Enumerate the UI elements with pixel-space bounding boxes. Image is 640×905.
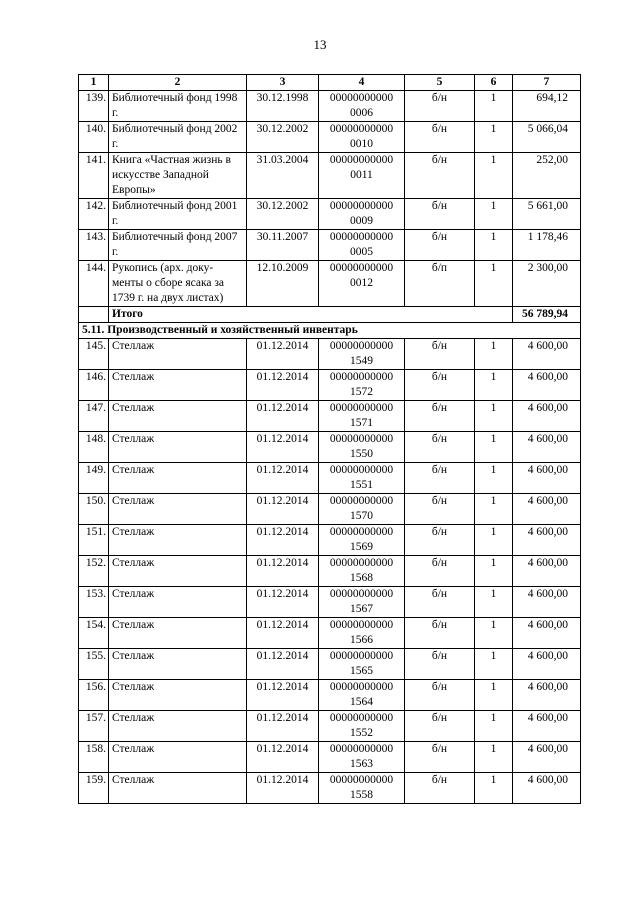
column-header: 3 — [247, 75, 319, 91]
item-date: 12.10.2009 — [247, 261, 319, 307]
amount: 4 600,00 — [513, 618, 581, 649]
row-number: 152. — [79, 556, 109, 587]
amount: 4 600,00 — [513, 370, 581, 401]
document-number: б/н — [405, 556, 475, 587]
document-number: б/н — [405, 618, 475, 649]
row-number: 139. — [79, 91, 109, 122]
item-name: Стеллаж — [109, 370, 247, 401]
quantity: 1 — [475, 91, 513, 122]
item-date: 01.12.2014 — [247, 370, 319, 401]
table-row — [79, 261, 581, 307]
inventory-code — [319, 153, 405, 199]
page-number: 13 — [313, 37, 327, 52]
column-header: 6 — [475, 75, 513, 91]
inventory-code-line1: 00000000000 — [329, 588, 394, 600]
inventory-rows — [79, 339, 581, 804]
row-number: 158. — [79, 742, 109, 773]
inventory-code-line2: 1570 — [350, 510, 373, 522]
amount: 4 600,00 — [513, 401, 581, 432]
table-row — [79, 432, 581, 463]
inventory-code-line1: 00000000000 — [329, 650, 394, 662]
item-date: 31.03.2004 — [247, 153, 319, 199]
inventory-code-line2: 0011 — [350, 169, 373, 181]
total-spacer — [79, 307, 109, 323]
inventory-code — [319, 556, 405, 587]
quantity: 1 — [475, 742, 513, 773]
inventory-code-line2: 1569 — [350, 541, 373, 553]
item-date: 01.12.2014 — [247, 773, 319, 804]
item-name: Стеллаж — [109, 494, 247, 525]
inventory-code-line1: 00000000000 — [329, 464, 394, 476]
quantity: 1 — [475, 618, 513, 649]
column-header: 4 — [319, 75, 405, 91]
table-row — [79, 122, 581, 153]
quantity: 1 — [475, 556, 513, 587]
amount: 5 066,04 — [513, 122, 581, 153]
amount: 4 600,00 — [513, 742, 581, 773]
quantity: 1 — [475, 122, 513, 153]
inventory-code-line2: 1551 — [350, 479, 373, 491]
column-header: 7 — [513, 75, 581, 91]
inventory-code-line1: 00000000000 — [329, 774, 394, 786]
document-number: б/н — [405, 525, 475, 556]
amount: 4 600,00 — [513, 680, 581, 711]
inventory-code — [319, 122, 405, 153]
total-sum: 56 789,94 — [513, 307, 581, 323]
document-number: б/н — [405, 773, 475, 804]
item-name: Стеллаж — [109, 618, 247, 649]
item-name: Стеллаж — [109, 463, 247, 494]
quantity: 1 — [475, 401, 513, 432]
amount: 4 600,00 — [513, 525, 581, 556]
amount: 4 600,00 — [513, 339, 581, 370]
inventory-code-line2: 0010 — [350, 138, 373, 150]
inventory-code-line2: 1567 — [350, 603, 373, 615]
column-header: 5 — [405, 75, 475, 91]
table-row — [79, 199, 581, 230]
item-name: Стеллаж — [109, 649, 247, 680]
inventory-code-line1: 00000000000 — [329, 557, 394, 569]
table-row — [79, 525, 581, 556]
inventory-code — [319, 525, 405, 556]
table-row — [79, 711, 581, 742]
table-row — [79, 742, 581, 773]
item-name: Стеллаж — [109, 525, 247, 556]
document-number: б/н — [405, 91, 475, 122]
item-name: Библиотечный фонд 2001 г. — [109, 199, 247, 230]
amount: 5 661,00 — [513, 199, 581, 230]
inventory-code — [319, 401, 405, 432]
quantity: 1 — [475, 230, 513, 261]
inventory-code — [319, 494, 405, 525]
inventory-code-line1: 00000000000 — [329, 123, 394, 135]
inventory-code — [319, 680, 405, 711]
amount: 4 600,00 — [513, 463, 581, 494]
inventory-code-line1: 00000000000 — [329, 92, 394, 104]
table-row — [79, 91, 581, 122]
amount: 2 300,00 — [513, 261, 581, 307]
inventory-code-line2: 1571 — [350, 417, 373, 429]
table-row — [79, 230, 581, 261]
row-number: 142. — [79, 199, 109, 230]
document-number: б/н — [405, 153, 475, 199]
item-name: Рукопись (арх. доку-менты о сборе ясака за 1739 г. на двух листах) — [109, 261, 247, 307]
item-name: Стеллаж — [109, 711, 247, 742]
inventory-code-line1: 00000000000 — [329, 262, 394, 274]
total-block — [79, 307, 581, 339]
document-number: б/н — [405, 587, 475, 618]
inventory-code-line1: 00000000000 — [329, 495, 394, 507]
row-number: 148. — [79, 432, 109, 463]
inventory-code-line2: 1558 — [350, 789, 373, 801]
table-row — [79, 773, 581, 804]
quantity: 1 — [475, 261, 513, 307]
document-number: б/н — [405, 649, 475, 680]
table-row — [79, 153, 581, 199]
quantity: 1 — [475, 199, 513, 230]
inventory-code — [319, 199, 405, 230]
inventory-code — [319, 432, 405, 463]
item-date: 01.12.2014 — [247, 680, 319, 711]
inventory-code-line2: 0012 — [350, 277, 373, 289]
table-header-row — [79, 75, 581, 91]
document-number: б/н — [405, 339, 475, 370]
row-number: 156. — [79, 680, 109, 711]
quantity: 1 — [475, 773, 513, 804]
column-header: 2 — [109, 75, 247, 91]
quantity: 1 — [475, 432, 513, 463]
inventory-code — [319, 618, 405, 649]
table-row — [79, 339, 581, 370]
section-title: 5.11. Производственный и хозяйственный инвентарь — [79, 323, 581, 339]
document-number: б/н — [405, 711, 475, 742]
section-row — [79, 323, 581, 339]
row-number: 157. — [79, 711, 109, 742]
table-row — [79, 649, 581, 680]
row-number: 147. — [79, 401, 109, 432]
inventory-code-line1: 00000000000 — [329, 433, 394, 445]
total-label: Итого — [109, 307, 513, 323]
library-fund-rows — [79, 91, 581, 307]
table-row — [79, 556, 581, 587]
row-number: 146. — [79, 370, 109, 401]
inventory-code-line2: 1572 — [350, 386, 373, 398]
item-date: 01.12.2014 — [247, 711, 319, 742]
table-row — [79, 587, 581, 618]
quantity: 1 — [475, 339, 513, 370]
amount: 4 600,00 — [513, 556, 581, 587]
inventory-code — [319, 649, 405, 680]
item-date: 30.12.2002 — [247, 122, 319, 153]
inventory-code-line1: 00000000000 — [329, 743, 394, 755]
inventory-code-line1: 00000000000 — [329, 526, 394, 538]
inventory-code-line2: 0005 — [350, 246, 373, 258]
inventory-code-line1: 00000000000 — [329, 619, 394, 631]
table-row — [79, 680, 581, 711]
item-date: 30.12.1998 — [247, 91, 319, 122]
inventory-code — [319, 587, 405, 618]
item-name: Стеллаж — [109, 556, 247, 587]
item-date: 01.12.2014 — [247, 618, 319, 649]
inventory-table — [78, 74, 581, 804]
inventory-code-line2: 1565 — [350, 665, 373, 677]
document-number: б/н — [405, 680, 475, 711]
amount: 4 600,00 — [513, 773, 581, 804]
row-number: 153. — [79, 587, 109, 618]
quantity: 1 — [475, 153, 513, 199]
inventory-code-line2: 1566 — [350, 634, 373, 646]
table-row — [79, 618, 581, 649]
document-number: б/н — [405, 122, 475, 153]
document-number: б/н — [405, 401, 475, 432]
document-number: б/н — [405, 230, 475, 261]
inventory-code-line1: 00000000000 — [329, 231, 394, 243]
item-date: 01.12.2014 — [247, 742, 319, 773]
item-date: 01.12.2014 — [247, 556, 319, 587]
item-date: 01.12.2014 — [247, 494, 319, 525]
inventory-code-line1: 00000000000 — [329, 402, 394, 414]
document-number: б/н — [405, 432, 475, 463]
amount: 4 600,00 — [513, 649, 581, 680]
document-number: б/н — [405, 742, 475, 773]
inventory-code-line2: 1564 — [350, 696, 373, 708]
item-date: 30.12.2002 — [247, 199, 319, 230]
row-number: 155. — [79, 649, 109, 680]
inventory-code-line1: 00000000000 — [329, 200, 394, 212]
table-row — [79, 463, 581, 494]
document-number: б/н — [405, 199, 475, 230]
item-name: Стеллаж — [109, 587, 247, 618]
inventory-code-line1: 00000000000 — [329, 154, 394, 166]
amount: 252,00 — [513, 153, 581, 199]
inventory-code-line1: 00000000000 — [329, 371, 394, 383]
quantity: 1 — [475, 711, 513, 742]
item-date: 01.12.2014 — [247, 401, 319, 432]
item-date: 01.12.2014 — [247, 525, 319, 556]
inventory-code-line1: 00000000000 — [329, 681, 394, 693]
item-date: 01.12.2014 — [247, 463, 319, 494]
quantity: 1 — [475, 463, 513, 494]
table-row — [79, 370, 581, 401]
row-number: 154. — [79, 618, 109, 649]
item-date: 30.11.2007 — [247, 230, 319, 261]
item-name: Стеллаж — [109, 742, 247, 773]
amount: 694,12 — [513, 91, 581, 122]
item-name: Стеллаж — [109, 680, 247, 711]
inventory-code — [319, 711, 405, 742]
quantity: 1 — [475, 525, 513, 556]
column-header: 1 — [79, 75, 109, 91]
row-number: 149. — [79, 463, 109, 494]
item-name: Библиотечный фонд 1998 г. — [109, 91, 247, 122]
amount: 1 178,46 — [513, 230, 581, 261]
item-name: Библиотечный фонд 2002 г. — [109, 122, 247, 153]
amount: 4 600,00 — [513, 587, 581, 618]
row-number: 144. — [79, 261, 109, 307]
inventory-code-line2: 1549 — [350, 355, 373, 367]
document-number: б/н — [405, 370, 475, 401]
inventory-code — [319, 230, 405, 261]
table-row — [79, 494, 581, 525]
inventory-code-line2: 1563 — [350, 758, 373, 770]
amount: 4 600,00 — [513, 494, 581, 525]
document-number: б/п — [405, 261, 475, 307]
quantity: 1 — [475, 649, 513, 680]
item-date: 01.12.2014 — [247, 649, 319, 680]
row-number: 145. — [79, 339, 109, 370]
item-name: Стеллаж — [109, 401, 247, 432]
row-number: 141. — [79, 153, 109, 199]
inventory-code — [319, 91, 405, 122]
item-name: Стеллаж — [109, 432, 247, 463]
document-number: б/н — [405, 494, 475, 525]
inventory-code — [319, 370, 405, 401]
item-date: 01.12.2014 — [247, 339, 319, 370]
document-number: б/н — [405, 463, 475, 494]
quantity: 1 — [475, 494, 513, 525]
item-name: Стеллаж — [109, 339, 247, 370]
inventory-code-line1: 00000000000 — [329, 340, 394, 352]
quantity: 1 — [475, 587, 513, 618]
item-name: Книга «Частная жизнь в искусстве Западной Европы» — [109, 153, 247, 199]
inventory-code-line2: 1552 — [350, 727, 373, 739]
quantity: 1 — [475, 370, 513, 401]
row-number: 159. — [79, 773, 109, 804]
row-number: 151. — [79, 525, 109, 556]
item-date: 01.12.2014 — [247, 432, 319, 463]
inventory-code-line2: 1568 — [350, 572, 373, 584]
row-number: 150. — [79, 494, 109, 525]
inventory-code — [319, 261, 405, 307]
table-row — [79, 401, 581, 432]
row-number: 143. — [79, 230, 109, 261]
inventory-code-line2: 0009 — [350, 215, 373, 227]
item-date: 01.12.2014 — [247, 587, 319, 618]
inventory-code-line2: 0006 — [350, 107, 373, 119]
inventory-code — [319, 742, 405, 773]
amount: 4 600,00 — [513, 711, 581, 742]
inventory-code-line1: 00000000000 — [329, 712, 394, 724]
amount: 4 600,00 — [513, 432, 581, 463]
item-name: Стеллаж — [109, 773, 247, 804]
item-name: Библиотечный фонд 2007 г. — [109, 230, 247, 261]
inventory-code-line2: 1550 — [350, 448, 373, 460]
inventory-code — [319, 463, 405, 494]
row-number: 140. — [79, 122, 109, 153]
total-row — [79, 307, 581, 323]
inventory-code — [319, 339, 405, 370]
inventory-code — [319, 773, 405, 804]
quantity: 1 — [475, 680, 513, 711]
